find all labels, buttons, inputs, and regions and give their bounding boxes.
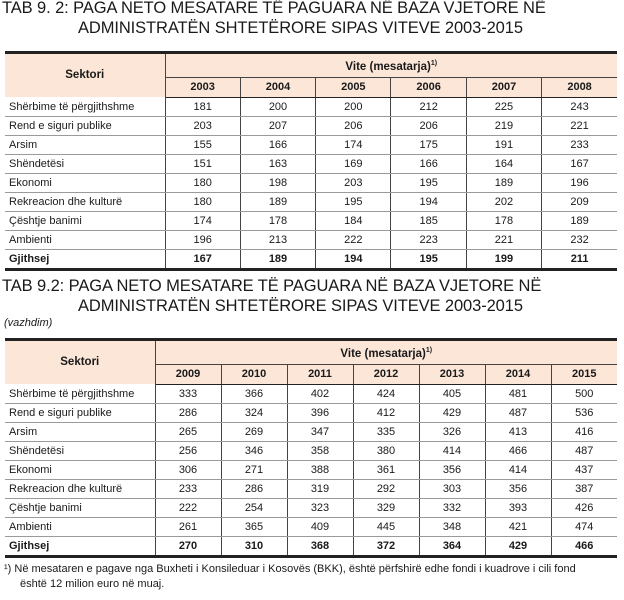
table-row: [5, 441, 617, 460]
table-cell: 405: [419, 384, 485, 403]
table-cell: 329: [353, 498, 419, 517]
continued-note: (vazhdim): [4, 317, 53, 329]
sector-header: Sektori: [5, 340, 155, 385]
table-cell: 333: [155, 384, 221, 403]
table-cell: 155: [165, 135, 240, 154]
years-header: Vite (mesatarja)$^{1)}$: [155, 340, 617, 365]
year-header-cell: 2004: [240, 77, 315, 97]
table-cell: 243: [542, 97, 617, 116]
table-cell: 184: [316, 211, 391, 230]
row-label: Shëndetësi: [5, 154, 165, 173]
table-cell: 200: [240, 97, 315, 116]
table-cell: 194: [391, 192, 466, 211]
table-cell: 256: [155, 441, 221, 460]
year-header-cell: 2003: [165, 77, 240, 97]
table-row: [5, 498, 617, 517]
table-cell: 481: [485, 384, 551, 403]
table-cell: 286: [155, 403, 221, 422]
total-cell: 368: [287, 536, 353, 556]
table2-title-line1: TAB 9.2: PAGA NETO MESATARE TË PAGUARA NË BAZA VJETORE NË: [2, 277, 542, 295]
table-cell: 198: [240, 173, 315, 192]
table-cell: 416: [551, 422, 617, 441]
table-cell: 346: [221, 441, 287, 460]
total-label: Gjithsej: [5, 536, 155, 556]
table-cell: 323: [287, 498, 353, 517]
table-cell: 221: [466, 230, 541, 249]
table-cell: 167: [542, 154, 617, 173]
table-cell: 487: [551, 441, 617, 460]
table-cell: 409: [287, 517, 353, 536]
table-cell: 203: [316, 173, 391, 192]
total-row: [5, 536, 617, 556]
row-label: Rekreacion dhe kulturë: [5, 192, 165, 211]
row-label: Shërbime të përgjithshme: [5, 97, 165, 116]
table-cell: 319: [287, 479, 353, 498]
table-cell: 356: [485, 479, 551, 498]
table-cell: 303: [419, 479, 485, 498]
table-cell: 306: [155, 460, 221, 479]
row-label: Ambienti: [5, 517, 155, 536]
total-cell: 466: [551, 536, 617, 556]
table-cell: 212: [391, 97, 466, 116]
year-header-cell: 2006: [391, 77, 466, 97]
table-cell: 223: [391, 230, 466, 249]
table-cell: 169: [316, 154, 391, 173]
table-cell: 414: [419, 441, 485, 460]
table-cell: 225: [466, 97, 541, 116]
table-cell: 424: [353, 384, 419, 403]
table-cell: 347: [287, 422, 353, 441]
table-row: [5, 211, 617, 230]
table-cell: 348: [419, 517, 485, 536]
table-cell: 178: [466, 211, 541, 230]
footnote: [4, 562, 622, 592]
table-cell: 163: [240, 154, 315, 173]
row-label: Arsim: [5, 135, 165, 154]
footnote-line1: ¹) Në mesataren e pagave nga Buxheti i Konsileduar i Kosovës (BKK), është përfshirë edhe fondi i kuadrove i cili fond: [4, 563, 576, 575]
year-header-cell: 2015: [551, 364, 617, 384]
table-cell: 233: [155, 479, 221, 498]
total-cell: 364: [419, 536, 485, 556]
table-cell: 196: [542, 173, 617, 192]
table-cell: 164: [466, 154, 541, 173]
table-cell: 209: [542, 192, 617, 211]
table-cell: 181: [165, 97, 240, 116]
table1-title-line1: TAB 9. 2: PAGA NETO MESATARE TË PAGUARA NË BAZA VJETORE NË: [2, 0, 546, 17]
sector-header: Sektori: [5, 53, 165, 98]
table-cell: 191: [466, 135, 541, 154]
row-label: Arsim: [5, 422, 155, 441]
year-header-cell: 2009: [155, 364, 221, 384]
row-label: Rend e siguri publike: [5, 403, 155, 422]
table2-title-line2: ADMINISTRATËN SHTETËRORE SIPAS VITEVE 2003-2015: [78, 297, 523, 315]
table-row: [5, 116, 617, 135]
table-cell: 178: [240, 211, 315, 230]
table-cell: 366: [221, 384, 287, 403]
table-cell: 358: [287, 441, 353, 460]
table-cell: 402: [287, 384, 353, 403]
year-header-cell: 2010: [221, 364, 287, 384]
table-cell: 292: [353, 479, 419, 498]
year-header-cell: 2008: [542, 77, 617, 97]
table1-title: [2, 0, 546, 38]
table-cell: 396: [287, 403, 353, 422]
table-cell: 195: [316, 192, 391, 211]
table-cell: 151: [165, 154, 240, 173]
table-cell: 207: [240, 116, 315, 135]
table-cell: 500: [551, 384, 617, 403]
year-header-cell: 2011: [287, 364, 353, 384]
total-cell: 429: [485, 536, 551, 556]
total-cell: 199: [466, 249, 541, 269]
table-cell: 365: [221, 517, 287, 536]
table-cell: 261: [155, 517, 221, 536]
table-cell: 189: [542, 211, 617, 230]
table-cell: 206: [391, 116, 466, 135]
table-cell: 426: [551, 498, 617, 517]
table2-title: [2, 276, 541, 316]
table-cell: 335: [353, 422, 419, 441]
table-cell: 174: [165, 211, 240, 230]
table-cell: 412: [353, 403, 419, 422]
total-cell: 195: [391, 249, 466, 269]
table-cell: 414: [485, 460, 551, 479]
total-cell: 270: [155, 536, 221, 556]
year-header-cell: 2012: [353, 364, 419, 384]
table-cell: 265: [155, 422, 221, 441]
footnote-line2: është 12 milion euro në muaj.: [20, 578, 165, 590]
total-cell: 167: [165, 249, 240, 269]
table-cell: 445: [353, 517, 419, 536]
table-cell: 166: [391, 154, 466, 173]
table-cell: 202: [466, 192, 541, 211]
table-row: [5, 173, 617, 192]
table-cell: 361: [353, 460, 419, 479]
row-label: Çështje banimi: [5, 498, 155, 517]
row-label: Rend e siguri publike: [5, 116, 165, 135]
table-row: [5, 517, 617, 536]
table-cell: 222: [155, 498, 221, 517]
year-header-cell: 2007: [466, 77, 541, 97]
table-row: [5, 154, 617, 173]
table-row: [5, 479, 617, 498]
years-header: Vite (mesatarja)$^{1)}$: [165, 53, 617, 78]
total-cell: 310: [221, 536, 287, 556]
table-cell: 326: [419, 422, 485, 441]
table1-title-line2: ADMINISTRATËN SHTETËRORE SIPAS VITEVE 2003-2015: [78, 19, 523, 37]
total-cell: 194: [316, 249, 391, 269]
table-row: [5, 422, 617, 441]
table-cell: 332: [419, 498, 485, 517]
table-cell: 413: [485, 422, 551, 441]
row-label: Rekreacion dhe kulturë: [5, 479, 155, 498]
table-cell: 189: [240, 192, 315, 211]
total-cell: 372: [353, 536, 419, 556]
table-cell: 232: [542, 230, 617, 249]
table-cell: 233: [542, 135, 617, 154]
table-cell: 388: [287, 460, 353, 479]
table-cell: 324: [221, 403, 287, 422]
table-cell: 185: [391, 211, 466, 230]
table-cell: 286: [221, 479, 287, 498]
table-cell: 206: [316, 116, 391, 135]
table-cell: 380: [353, 441, 419, 460]
table-cell: 180: [165, 192, 240, 211]
table-cell: 254: [221, 498, 287, 517]
year-header-cell: 2014: [485, 364, 551, 384]
row-label: Shërbime të përgjithshme: [5, 384, 155, 403]
table-cell: 189: [466, 173, 541, 192]
table-cell: 175: [391, 135, 466, 154]
total-row: [5, 249, 617, 269]
table-row: [5, 403, 617, 422]
table-cell: 219: [466, 116, 541, 135]
total-cell: 189: [240, 249, 315, 269]
total-cell: 211: [542, 249, 617, 269]
row-label: Ekonomi: [5, 173, 165, 192]
table-cell: 536: [551, 403, 617, 422]
table-cell: 222: [316, 230, 391, 249]
table-cell: 174: [316, 135, 391, 154]
table-cell: 437: [551, 460, 617, 479]
row-label: Ekonomi: [5, 460, 155, 479]
table-cell: 466: [485, 441, 551, 460]
table-cell: 166: [240, 135, 315, 154]
table-cell: 356: [419, 460, 485, 479]
table-cell: 213: [240, 230, 315, 249]
table-cell: 487: [485, 403, 551, 422]
row-label: Ambienti: [5, 230, 165, 249]
table-row: [5, 460, 617, 479]
table-row: [5, 192, 617, 211]
table-cell: 221: [542, 116, 617, 135]
table-cell: 271: [221, 460, 287, 479]
table-cell: 196: [165, 230, 240, 249]
table-cell: 195: [391, 173, 466, 192]
table-row: [5, 135, 617, 154]
total-label: Gjithsej: [5, 249, 165, 269]
table-cell: 200: [316, 97, 391, 116]
row-label: Çështje banimi: [5, 211, 165, 230]
table-row: [5, 230, 617, 249]
table-cell: 429: [419, 403, 485, 422]
table-cell: 269: [221, 422, 287, 441]
table-cell: 203: [165, 116, 240, 135]
table-cell: 474: [551, 517, 617, 536]
year-header-cell: 2013: [419, 364, 485, 384]
table-cell: 421: [485, 517, 551, 536]
table2: [5, 338, 617, 558]
year-header-cell: 2005: [316, 77, 391, 97]
table-cell: 387: [551, 479, 617, 498]
table1: [5, 51, 617, 271]
table-cell: 393: [485, 498, 551, 517]
table-row: [5, 384, 617, 403]
table-row: [5, 97, 617, 116]
table-cell: 180: [165, 173, 240, 192]
row-label: Shëndetësi: [5, 441, 155, 460]
